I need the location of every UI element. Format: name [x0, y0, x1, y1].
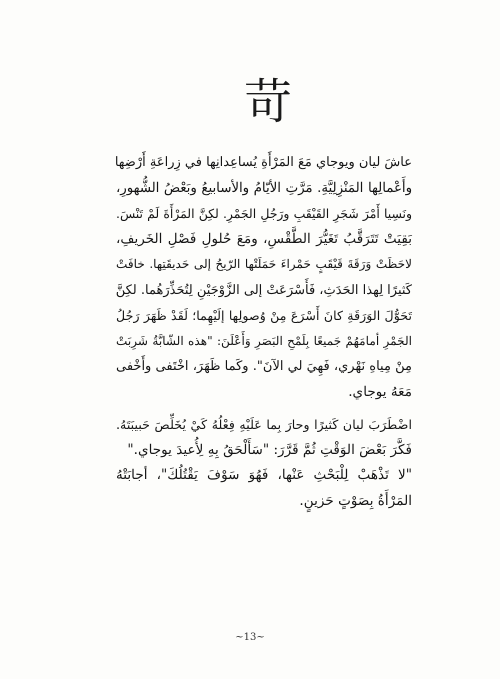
text-line: مَعَهُ يوجاي. [348, 383, 412, 400]
text-line: ونَسِيا أَمْرَ شَجَرِ القَيْقَبِ ورَجُلِ الجَمْرِ. لكِنَّ المَرْأَةَ لَمْ تَنْسَ. [116, 206, 412, 221]
page-number: ~13~ [235, 632, 265, 643]
paragraph-2 [116, 412, 412, 463]
paragraph-3 [116, 463, 412, 514]
chapter-glyph: 苛 [243, 74, 292, 130]
text-line: بَقِيَتْ تَتَرَقَّبُ تَغَيُّرَ الطَّقْسِ، ومَعَ حُلولِ فَصْلِ الخَريفِ، [116, 230, 412, 247]
text-line: "لا تَذْهَبْ لِلْبَحْثِ عَنْها، فَهُوَ سَوْفَ يَقْتُلُكَ"، أجابَتْهُ [116, 467, 412, 483]
text-line: الجَمْرِ أمامَهُمْ جَميعًا بِلَمْحِ البَصَرِ وَأَعْلَنَ: "هذه الشّابَّةُ شَرِبَتْ [116, 333, 412, 348]
text-line: مِنْ مِياهِ نَهْري، فَهِيَ لي الآنَ". وكَما ظَهَرَ، اخْتَفى وأَخْفى [116, 359, 412, 374]
text-line: اضْطَرَبَ ليان كَثيرًا وحارَ بِما عَلَيْهِ فِعْلُهُ كَيْ يُخَلِّصَ حَبيبَتَهُ. [116, 417, 412, 432]
paragraph-1 [116, 150, 412, 405]
story-text [116, 150, 412, 514]
text-line: تَحَوُّلَ الوَرَقَةِ كانَ أَسْرَعَ مِنْ وُصولِها إلَيْهِما؛ لَقَدْ ظَهَرَ رَجُلُ [116, 308, 412, 323]
text-line: لاحَظَتْ وَرَقَةَ قَيْقَبٍ حَمْراءَ حَمَلَتْها الرّيحُ إلى حَديقَتِها. خافَتْ [116, 257, 412, 271]
text-line: كَثيرًا لِهذا الحَدَثِ، فَأَسْرَعَتْ إلى الزَّوْجَيْنِ لِتُحَذِّرَهُما. لكِنَّ [115, 282, 412, 298]
text-line: المَرْأَةُ بِصَوْتٍ حَزينٍ. [299, 492, 412, 509]
text-line: وأَعْمالِها المَنْزِلِيَّةِ. مَرَّتِ الأيّامُ والأسابيعُ وبَعْضُ الشُّهورِ، [116, 180, 412, 196]
text-line: عاشَ ليان ويوجاي مَعَ المَرْأَةِ يُساعِدانِها في زِراعَةِ أَرْضِها [114, 155, 412, 170]
text-line: فَكَّرَ بَعْضَ الوَقْتِ ثُمَّ قَرَّرَ: "سَأَلْحَقُ بِهِ لِأُعيدَ يوجاي." [127, 441, 412, 458]
